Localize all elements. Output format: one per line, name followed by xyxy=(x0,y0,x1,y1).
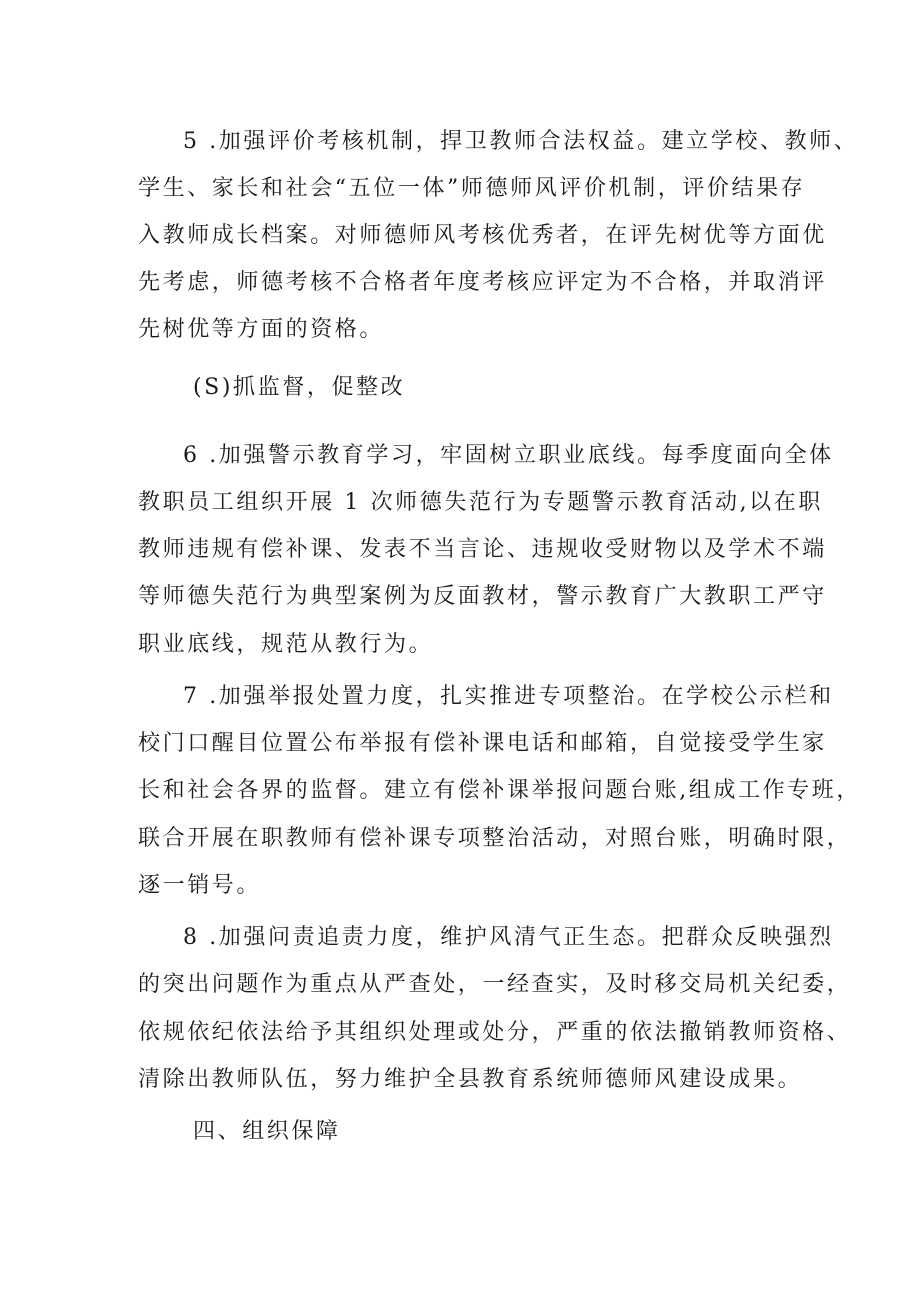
section-heading-supervision: (S)抓监督，促整改 xyxy=(193,375,406,400)
paragraph-item-7-line-2: 校门口醒目位置公布举报有偿补课电话和邮箱，自觉接受学生家 xyxy=(138,731,827,756)
paragraph-item-6-line-3: 教师违规有偿补课、发表不当言论、违规收受财物以及学术不端 xyxy=(138,537,827,562)
paragraph-item-6-line-1: 6 .加强警示教育学习，牢固树立职业底线。每季度面向全体 xyxy=(183,443,834,468)
paragraph-item-8-line-4: 清除出教师队伍，努力维护全县教育系统师德师风建设成果。 xyxy=(138,1067,803,1092)
paragraph-item-6-line-2: 教职员工组织开展 1 次师德失范行为专题警示教育活动,以在职 xyxy=(138,490,823,515)
paragraph-item-7-line-1: 7 .加强举报处置力度，扎实推进专项整治。在学校公示栏和 xyxy=(183,684,834,709)
paragraph-item-7-line-5: 逐一销号。 xyxy=(138,873,262,898)
paragraph-item-5-line-1: 5 .加强评价考核机制，捍卫教师合法权益。建立学校、教师、 xyxy=(183,129,859,154)
paragraph-item-8-line-1: 8 .加强问责追责力度，维护风清气正生态。把群众反映强烈 xyxy=(183,925,834,950)
section-heading-organization: 四、组织保障 xyxy=(193,1119,341,1144)
paragraph-item-5-line-5: 先树优等方面的资格。 xyxy=(138,317,385,342)
paragraph-item-7-line-3: 长和社会各界的监督。建立有偿补课举报问题台账,组成工作专班， xyxy=(138,778,861,803)
paragraph-item-6-line-5: 职业底线，规范从教行为。 xyxy=(138,632,434,657)
paragraph-item-6-line-4: 等师德失范行为典型案例为反面教材，警示教育广大教职工严守 xyxy=(138,584,827,609)
paragraph-item-8-line-3: 依规依纪依法给予其组织处理或处分，严重的依法撤销教师资格、 xyxy=(138,1020,852,1045)
paragraph-item-7-line-4: 联合开展在职教师有偿补课专项整治活动，对照台账，明确时限， xyxy=(138,826,852,851)
paragraph-item-5-line-4: 先考虑，师德考核不合格者年度考核应评定为不合格，并取消评 xyxy=(138,270,827,295)
paragraph-item-8-line-2: 的突出问题作为重点从严查处，一经查实，及时移交局机关纪委， xyxy=(138,972,852,997)
paragraph-item-5-line-2: 学生、家长和社会“五位一体”师德师风评价机制，评价结果存 xyxy=(138,176,806,201)
paragraph-item-5-line-3: 入教师成长档案。对师德师风考核优秀者，在评先树优等方面优 xyxy=(138,223,827,248)
